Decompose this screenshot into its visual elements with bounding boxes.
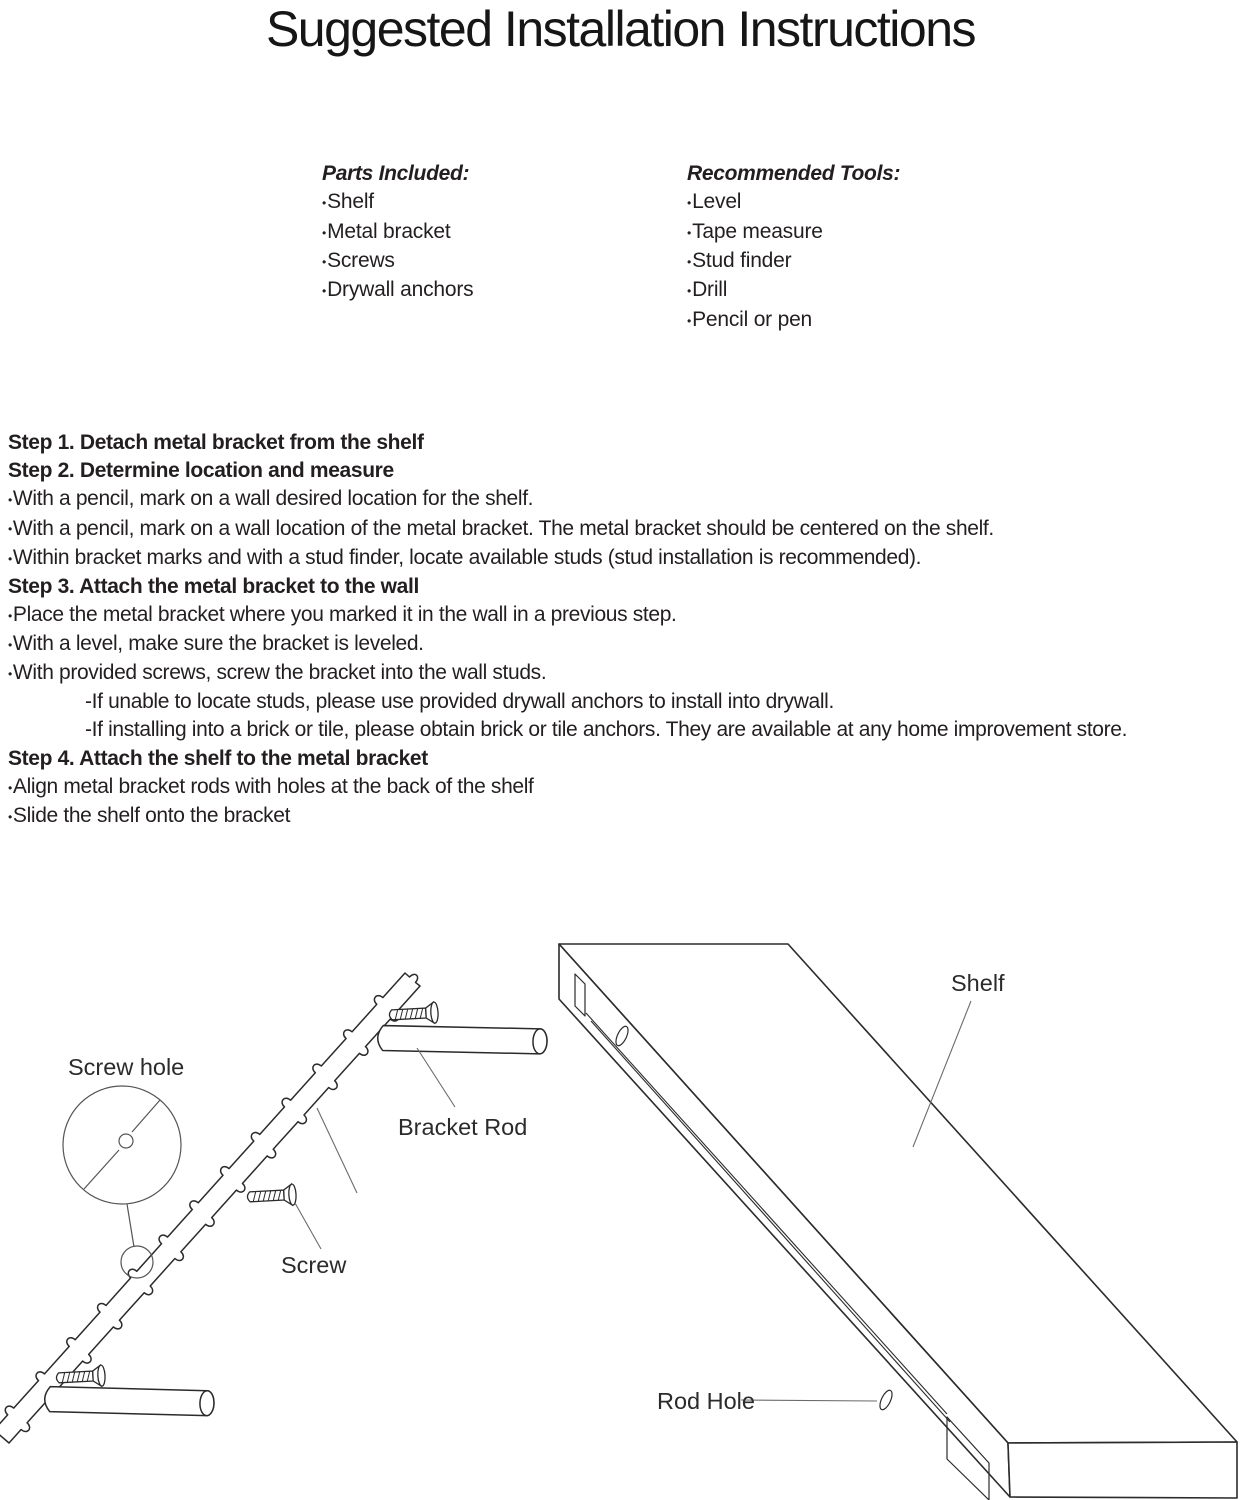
tool-item-label: Tape measure bbox=[692, 219, 823, 243]
step-subnote: -If installing into a brick or tile, please obtain brick or tile anchors. They are available at any home improvement store. bbox=[85, 718, 1128, 742]
rod-hole-far bbox=[877, 1389, 894, 1412]
shelf-end-face bbox=[1008, 1442, 1237, 1498]
step-bullet: •With a pencil, mark on a wall desired location for the shelf. bbox=[8, 487, 534, 511]
bullet-icon: • bbox=[8, 551, 12, 566]
bracket-rod-label: Bracket Rod bbox=[398, 1114, 528, 1140]
bullet-icon: • bbox=[322, 225, 327, 240]
screw-hole-detail-icon bbox=[119, 1134, 133, 1148]
step-heading: Step 1. Detach metal bracket from the shelf bbox=[8, 431, 424, 454]
bullet-icon: • bbox=[8, 667, 12, 682]
part-item-label: Drywall anchors bbox=[327, 278, 474, 302]
bullet-icon: • bbox=[687, 225, 692, 240]
shelf-drawing bbox=[559, 944, 1237, 1500]
page-title: Suggested Installation Instructions bbox=[265, 1, 976, 57]
bullet-icon: • bbox=[8, 780, 12, 795]
step-heading: Step 4. Attach the shelf to the metal bracket bbox=[8, 746, 428, 770]
bullet-icon: • bbox=[687, 254, 692, 269]
bracket-leader bbox=[317, 1108, 357, 1193]
shelf-label: Shelf bbox=[951, 970, 1005, 996]
step-bullet: •Slide the shelf onto the bracket bbox=[8, 803, 291, 827]
tool-item-label: Stud finder bbox=[692, 249, 792, 273]
part-item-label: Screws bbox=[327, 249, 395, 273]
bullet-icon: • bbox=[8, 809, 12, 824]
rod-hole-leader bbox=[741, 1400, 877, 1401]
bullet-icon: • bbox=[8, 637, 12, 652]
step-bullet: •With provided screws, screw the bracket into the wall studs. bbox=[8, 661, 547, 685]
bullet-icon: • bbox=[687, 196, 692, 211]
tool-item-label: Pencil or pen bbox=[692, 307, 813, 331]
screw-label: Screw bbox=[281, 1252, 347, 1278]
part-item-label: Shelf bbox=[327, 190, 374, 214]
step-bullet: •Place the metal bracket where you marked it in the wall in a previous step. bbox=[8, 602, 677, 626]
bracket-rod-top bbox=[377, 1025, 547, 1054]
tools-heading: Recommended Tools: bbox=[687, 162, 901, 185]
step-subnote: -If unable to locate studs, please use provided drywall anchors to install into drywall. bbox=[85, 690, 834, 714]
bullet-icon: • bbox=[687, 284, 692, 299]
bullet-icon: • bbox=[322, 196, 327, 211]
screw-leader bbox=[295, 1203, 321, 1249]
bullet-icon: • bbox=[322, 254, 327, 269]
step-bullet: •Within bracket marks and with a stud finder, locate available studs (stud installation is recommended). bbox=[8, 545, 922, 569]
bullet-icon: • bbox=[8, 608, 12, 623]
screw-middle-icon bbox=[247, 1184, 297, 1208]
step-bullet: •With a level, make sure the bracket is leveled. bbox=[8, 632, 424, 656]
bullet-icon: • bbox=[8, 493, 12, 508]
bracket-rod-leader bbox=[417, 1048, 455, 1107]
bullet-icon: • bbox=[8, 522, 12, 537]
part-item-label: Metal bracket bbox=[327, 219, 451, 243]
magnifier-circle bbox=[63, 1086, 181, 1204]
rod-hole-label: Rod Hole bbox=[657, 1388, 755, 1414]
step-bullet: •With a pencil, mark on a wall location of the metal bracket. The metal bracket should be centered on the shelf. bbox=[8, 516, 994, 540]
tool-item-label: Drill bbox=[692, 278, 728, 302]
bullet-icon: • bbox=[687, 313, 692, 328]
parts-heading: Parts Included: bbox=[322, 162, 470, 185]
magnifier-connector-line bbox=[127, 1204, 134, 1247]
step-heading: Step 2. Determine location and measure bbox=[8, 459, 394, 483]
step-heading: Step 3. Attach the metal bracket to the wall bbox=[8, 574, 419, 598]
tool-item-label: Level bbox=[692, 190, 742, 214]
step-bullet: •Align metal bracket rods with holes at the back of the shelf bbox=[8, 774, 534, 798]
screw-hole-label: Screw hole bbox=[68, 1054, 185, 1080]
bracket-rod-bottom bbox=[44, 1386, 214, 1415]
bullet-icon: • bbox=[322, 284, 327, 299]
